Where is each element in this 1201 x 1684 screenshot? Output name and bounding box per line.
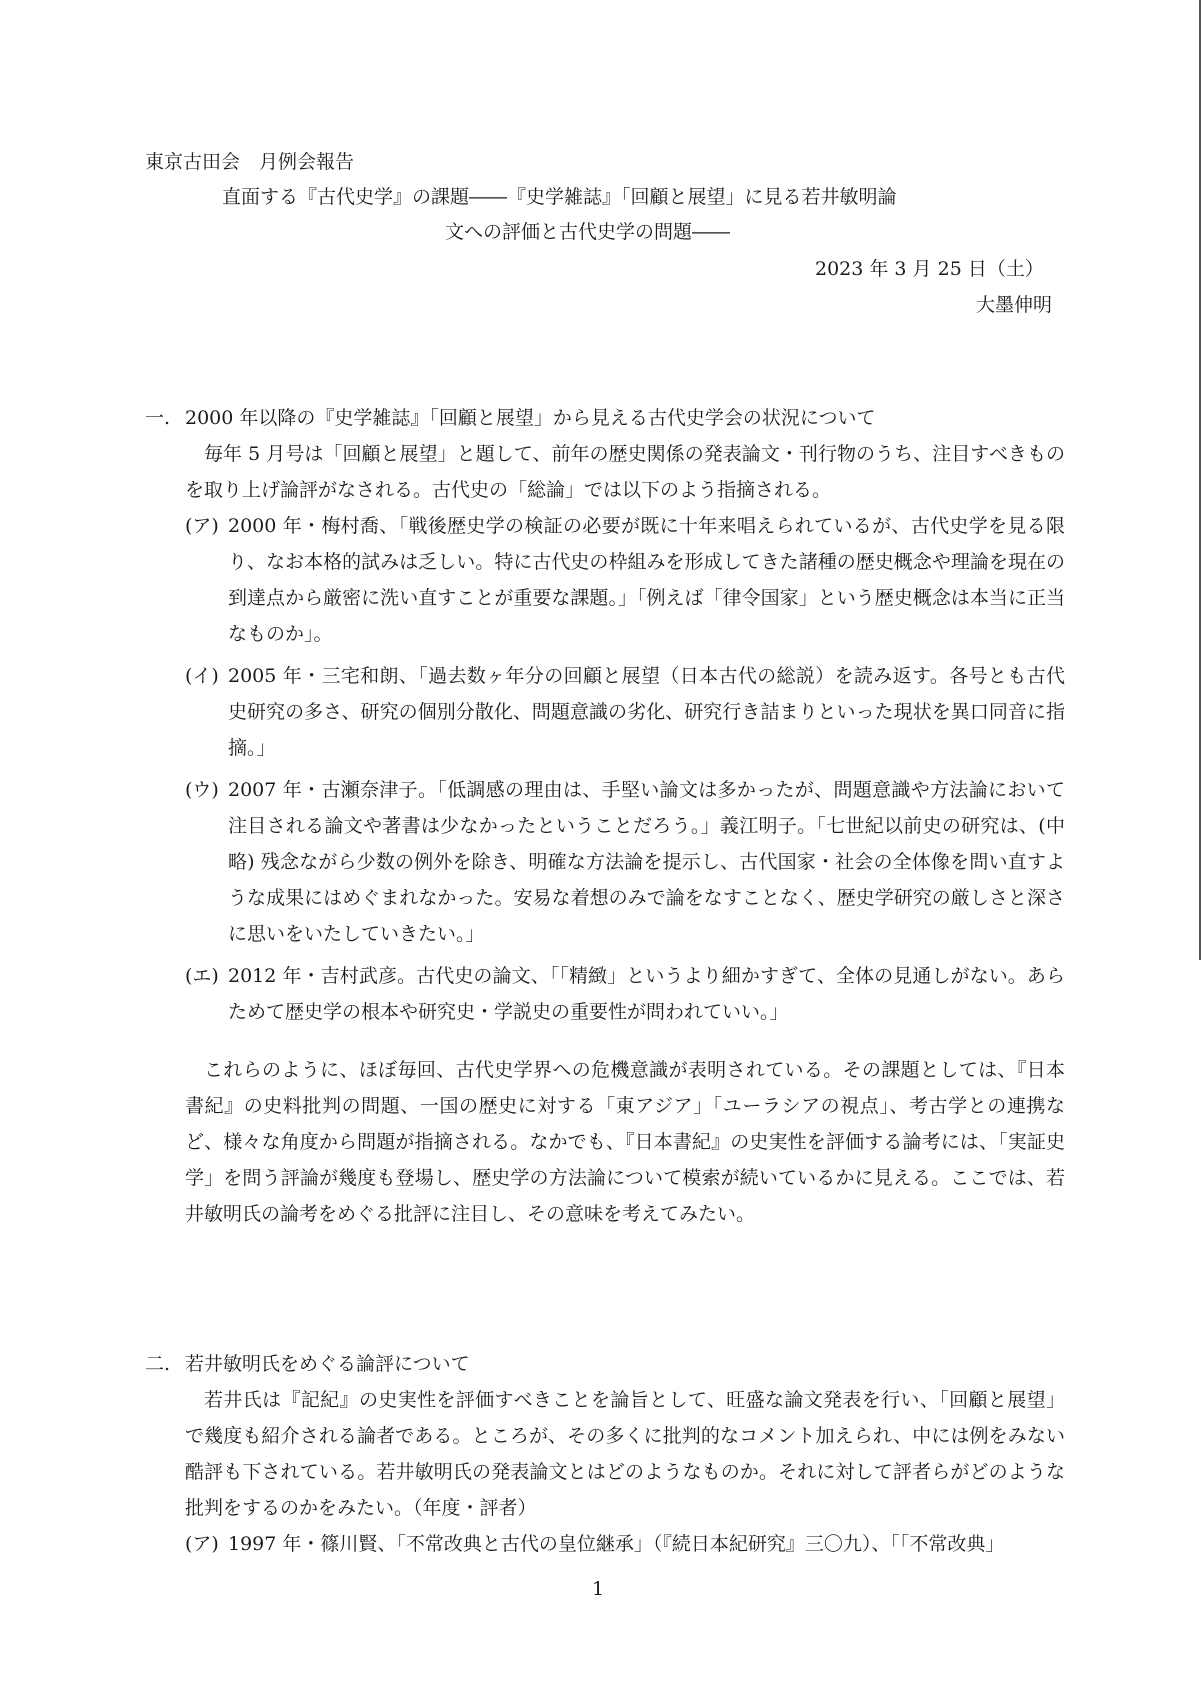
section-1-heading — [145, 400, 1065, 436]
section-1-title: 2000 年以降の『史学雑誌』「回顧と展望」から見える古代史学会の状況について — [185, 407, 876, 429]
list-item — [185, 508, 1065, 652]
list-item-label: (イ) — [185, 665, 219, 687]
list-item-label: (ウ) — [185, 779, 219, 801]
section-2 — [145, 1346, 1065, 1568]
report-date: 2023 年 3 月 25 日（土） — [815, 258, 1044, 280]
section-2-number: 二. — [145, 1353, 171, 1375]
title-line-2: 文への評価と古代史学の問題―― — [445, 221, 731, 243]
author-name: 大墨伸明 — [976, 294, 1053, 316]
section-1 — [145, 400, 1065, 1036]
list-item-text: 2007 年・古瀬奈津子。「低調感の理由は、手堅い論文は多かったが、問題意識や方法論において注目される論文や著書は少なかったということだろう。」義江明子。「七世紀以前史の研究は、(中略) 残念ながら少数の例外を除き、明確な方法論を提示し、古代国家・社会の全体像を問い直すような成果にはめぐまれなかった。安易な着想のみで論をなすことなく、歴史学研究の厳しさと深さに思いをいたしていきたい。」 — [228, 779, 1065, 945]
section-1-list — [185, 508, 1065, 1030]
section-2-heading — [145, 1346, 1065, 1382]
list-item-text: 2000 年・梅村喬、「戦後歴史学の検証の必要が既に十年来唱えられているが、古代史学を見る限り、なお本格的試みは乏しい。特に古代史の枠組みを形成してきた諸種の歴史概念や理論を現在の到達点から厳密に洗い直すことが重要な課題。」「例えば「律令国家」という歴史概念は本当に正当なものか」。 — [228, 515, 1065, 645]
section-1-number: 一. — [145, 407, 171, 429]
list-item-label: (エ) — [185, 965, 219, 987]
list-item-label: (ア) — [185, 515, 219, 537]
section-1-intro: 毎年 5 月号は「回顧と展望」と題して、前年の歴史関係の発表論文・刊行物のうち、注目すべきものを取り上げ論評がなされる。古代史の「総論」では以下のよう指摘される。 — [185, 443, 1065, 501]
list-item — [185, 772, 1065, 952]
title-line-1: 直面する『古代史学』の課題――『史学雑誌』「回顧と展望」に見る若井敏明論 — [222, 186, 897, 208]
section-2-intro: 若井氏は『記紀』の史実性を評価すべきことを論旨として、旺盛な論文発表を行い、「回顧と展望」で幾度も紹介される論者である。ところが、その多くに批判的なコメント加えられ、中には例をみない酷評も下されている。若井敏明氏の発表論文とはどのようなものか。それに対して評者らがどのような批判をするのかをみたい。（年度・評者） — [185, 1389, 1065, 1519]
list-item — [185, 658, 1065, 766]
section-1-closing-paragraph: これらのように、ほぼ毎回、古代史学界への危機意識が表明されている。その課題としては、『日本書紀』の史料批判の問題、一国の歴史に対する「東アジア」「ユーラシアの視点」、考古学との連携など、様々な角度から問題が指摘される。なかでも、『日本書紀』の史実性を評価する論考には、「実証史学」を問う評論が幾度も登場し、歴史学の方法論について模索が続いているかに見える。ここでは、若井敏明氏の論考をめぐる批評に注目し、その意味を考えてみたい。 — [185, 1059, 1065, 1225]
list-item — [185, 958, 1065, 1030]
list-item-text: 2005 年・三宅和朗、「過去数ヶ年分の回顧と展望（日本古代の総説）を読み返す。各号とも古代史研究の多さ、研究の個別分散化、問題意識の劣化、研究行き詰まりといった現状を異口同音に指摘。」 — [228, 665, 1065, 759]
list-item-text: 1997 年・篠川賢、「不常改典と古代の皇位継承」（『続日本紀研究』三〇九）、「「不常改典」 — [228, 1533, 1005, 1555]
section-2-title: 若井敏明氏をめぐる論評について — [185, 1353, 470, 1375]
organization-header: 東京古田会 月例会報告 — [145, 151, 355, 173]
list-item — [185, 1526, 1065, 1562]
section-2-list — [185, 1526, 1065, 1562]
list-item-label: (ア) — [185, 1533, 219, 1555]
page-number: 1 — [592, 1578, 605, 1600]
list-item-text: 2012 年・吉村武彦。古代史の論文、「「精緻」というより細かすぎて、全体の見通しがない。あらためて歴史学の根本や研究史・学説史の重要性が問われていい。」 — [228, 965, 1065, 1023]
